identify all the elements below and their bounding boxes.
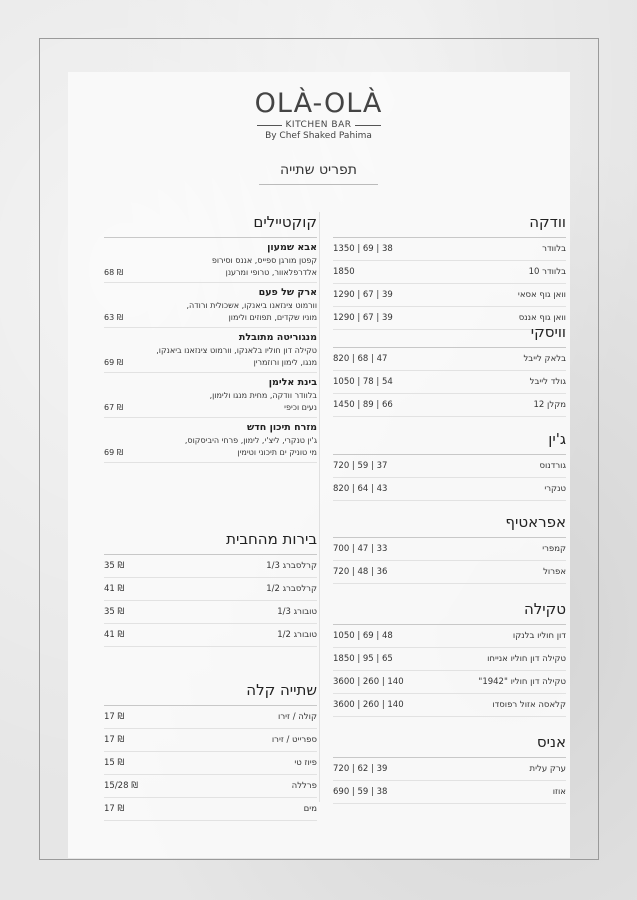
item-price: 690 | 59 | 38 xyxy=(333,787,388,797)
item-price: 820 | 64 | 43 xyxy=(333,484,388,494)
item-name: אבא שמעון xyxy=(267,242,317,253)
item-price: 720 | 48 | 36 xyxy=(333,567,388,577)
section-title: אפראטיף xyxy=(333,513,566,538)
item-price: 3600 | 260 | 140 xyxy=(333,700,404,710)
item-name: פיוז טי xyxy=(294,758,317,768)
item-name: ערק עלית xyxy=(529,764,566,774)
item-name: גורדנוס xyxy=(539,461,566,471)
list-item xyxy=(333,694,566,717)
item-price: 1850 xyxy=(333,267,355,277)
item-name: ספרייט / זירו xyxy=(271,735,317,745)
cocktail-item xyxy=(104,373,317,418)
list-item xyxy=(104,624,317,647)
list-item xyxy=(333,758,566,781)
column-divider xyxy=(319,212,320,802)
section-gin xyxy=(333,430,566,501)
item-name: אוזו xyxy=(552,787,566,797)
list-item xyxy=(104,729,317,752)
item-price: 820 | 68 | 47 xyxy=(333,354,388,364)
section-draft-beer xyxy=(104,530,317,647)
section-title: שתייה קלה xyxy=(104,681,317,706)
list-item xyxy=(104,555,317,578)
item-price: 1290 | 67 | 39 xyxy=(333,290,393,300)
list-item xyxy=(333,284,566,307)
section-title: בירות מהחבית xyxy=(104,530,317,555)
item-name: מקלן 12 xyxy=(533,400,566,410)
item-name: בלוודר 10 xyxy=(528,267,566,277)
list-item xyxy=(104,601,317,624)
section-title: קוקטיילים xyxy=(104,213,317,238)
section-title: טקילה xyxy=(333,600,566,625)
item-name: גולד לייבל xyxy=(529,377,566,387)
item-name: טקילה דון חוליו "1942" xyxy=(478,677,566,687)
item-price: 1050 | 78 | 54 xyxy=(333,377,393,387)
item-name: טובורג 1/2 xyxy=(277,630,317,640)
section-whisky xyxy=(333,323,566,417)
cocktail-item xyxy=(104,328,317,373)
section-title: אניס xyxy=(333,733,566,758)
list-item xyxy=(333,671,566,694)
list-item xyxy=(104,775,317,798)
item-price: 15/28 ₪ xyxy=(104,781,138,791)
item-price: 67 ₪ xyxy=(104,403,123,412)
menu-title: תפריט שתייה xyxy=(259,158,378,185)
item-name: בינת אלימן xyxy=(268,377,317,388)
logo xyxy=(0,90,637,141)
item-name: קולה / זירו xyxy=(278,712,317,722)
item-name: קלאסה אזול רפוסדו xyxy=(492,700,566,710)
section-title: וויסקי xyxy=(333,323,566,348)
item-price: 17 ₪ xyxy=(104,712,125,722)
item-description: טקילה דון חוליו בלאנקו, וורמוט צינזאנו ביאנקו, מנגו, לימון ורוזמרין xyxy=(156,346,317,367)
item-name: דון חוליו בלנקו xyxy=(512,631,566,641)
list-item xyxy=(333,478,566,501)
cocktail-item xyxy=(104,418,317,463)
list-item xyxy=(333,238,566,261)
section-anise xyxy=(333,733,566,804)
item-description: ג'ין טנקרי, ליצ'י, לימון, פרחי היביסקוס, מי טוניק ים תיכוני וטימין xyxy=(184,436,317,457)
list-item xyxy=(333,371,566,394)
item-price: 1850 | 95 | 65 xyxy=(333,654,393,664)
item-price: 35 ₪ xyxy=(104,607,125,617)
list-item xyxy=(104,578,317,601)
item-price: 700 | 47 | 33 xyxy=(333,544,388,554)
item-name: ארק של פעם xyxy=(258,287,317,298)
logo-wordmark: OLÀ-OLÀ xyxy=(254,88,383,119)
item-price: 15 ₪ xyxy=(104,758,125,768)
list-item xyxy=(333,394,566,417)
item-name: בלאק לייבל xyxy=(523,354,566,364)
item-price: 41 ₪ xyxy=(104,630,125,640)
item-price: 41 ₪ xyxy=(104,584,125,594)
section-cocktails xyxy=(104,213,317,463)
item-price: 1450 | 89 | 66 xyxy=(333,400,393,410)
item-name: וואן גוף אננס xyxy=(518,313,566,323)
item-name: קרלסברג 1/2 xyxy=(266,584,317,594)
cocktail-item xyxy=(104,283,317,328)
item-price: 720 | 59 | 37 xyxy=(333,461,388,471)
list-item xyxy=(104,798,317,821)
item-name: פרללה xyxy=(291,781,317,791)
item-price: 1350 | 69 | 38 xyxy=(333,244,393,254)
section-title: ג'ין xyxy=(333,430,566,455)
item-price: 17 ₪ xyxy=(104,735,125,745)
section-soft-drinks xyxy=(104,681,317,821)
list-item xyxy=(104,706,317,729)
item-description: קפטן מורגן ספייס, אננס וסירופ אלדרפלאוור, טרופי ומרענן xyxy=(211,256,317,277)
item-name: טובורג 1/3 xyxy=(277,607,317,617)
logo-kitchen-bar: KITCHEN BAR xyxy=(285,120,352,130)
list-item xyxy=(333,348,566,371)
item-name: אפרול xyxy=(543,567,566,577)
section-vodka xyxy=(333,213,566,330)
item-name: בלוודר xyxy=(542,244,566,254)
item-price: 68 ₪ xyxy=(104,268,123,277)
item-name: קרלסברג 1/3 xyxy=(266,561,317,571)
item-price: 35 ₪ xyxy=(104,561,125,571)
item-name: וואן גוף אסאי xyxy=(517,290,566,300)
section-tequila xyxy=(333,600,566,717)
section-title: וודקה xyxy=(333,213,566,238)
item-name: טקילה דון חוליו אנייחו xyxy=(487,654,566,664)
item-description: וורמוט צינזאנו ביאנקו, אשכולית ורודה, מוניו שקדים, תפוזים ולימון xyxy=(186,301,317,322)
item-name: מנגוריטה מתובלת xyxy=(238,332,317,343)
list-item xyxy=(333,261,566,284)
logo-subtitle xyxy=(257,120,381,130)
item-price: 69 ₪ xyxy=(104,358,123,367)
list-item xyxy=(333,538,566,561)
item-name: מים xyxy=(303,804,317,814)
list-item xyxy=(333,455,566,478)
list-item xyxy=(333,648,566,671)
item-name: טנקרי xyxy=(544,484,566,494)
item-name: מזרח תיכון חדש xyxy=(246,422,317,433)
section-aperitif xyxy=(333,513,566,584)
logo-chef-credit: By Chef Shaked Pahima xyxy=(265,131,372,141)
item-price: 3600 | 260 | 140 xyxy=(333,677,404,687)
item-price: 720 | 62 | 39 xyxy=(333,764,388,774)
list-item xyxy=(333,625,566,648)
cocktail-item xyxy=(104,238,317,283)
item-description: בלוודר וודקה, מחית מנגו ולימון, נעים וכיפי xyxy=(209,391,317,412)
item-price: 1050 | 69 | 48 xyxy=(333,631,393,641)
item-price: 69 ₪ xyxy=(104,448,123,457)
list-item xyxy=(333,561,566,584)
item-price: 1290 | 67 | 39 xyxy=(333,313,393,323)
item-price: 63 ₪ xyxy=(104,313,123,322)
item-price: 17 ₪ xyxy=(104,804,125,814)
list-item xyxy=(333,781,566,804)
item-name: קמפרי xyxy=(542,544,566,554)
list-item xyxy=(104,752,317,775)
